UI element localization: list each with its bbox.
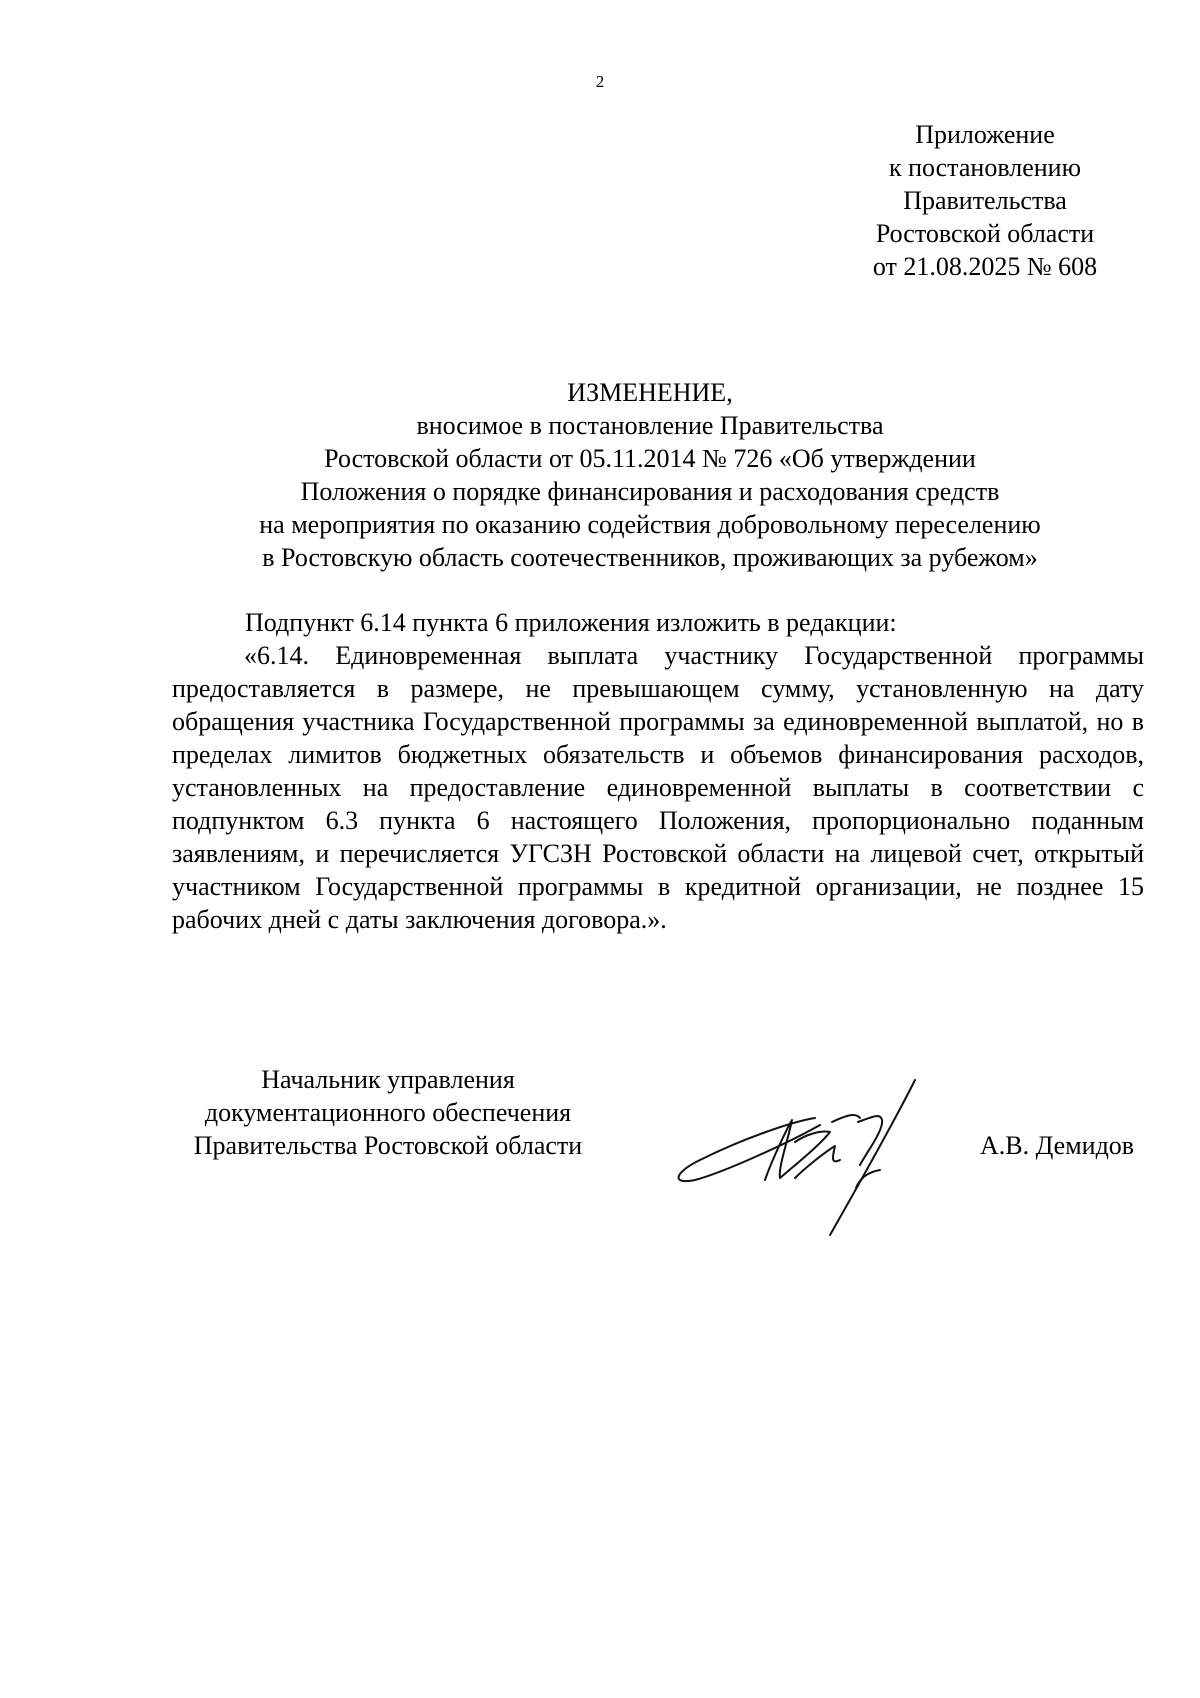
appendix-line: Правительства [903, 186, 1067, 215]
page-number: 2 [595, 72, 605, 91]
signer-position-line: Правительства Ростовской области [193, 1131, 583, 1160]
appendix-stamp [820, 118, 1150, 283]
handwritten-signature [670, 1060, 970, 1240]
title-line: на мероприятия по оказанию содействия добровольному переселению [259, 510, 1041, 539]
appendix-line: Приложение [915, 120, 1055, 149]
appendix-line: Ростовской области [875, 219, 1095, 248]
amendment-text: «6.14. Единовременная выплата участнику Государственной программы предоставляется в размере, не превышающем сумму, установленную на дату обращения участника Государственной программы за единовременной выплатой, но в пределах лимитов бюджетных обязательств и объемов финансирования расходов, установленных на предоставление единовременной выплаты в соответствии с подпунктом 6.3 пункта 6 настоящего Положения, пропорционально поданным заявлениям, и перечисляется УГСЗН Ростовской области на лицевой счет, открытый участником Государственной программы в кредитной организации, не позднее 15 рабочих дней с даты заключения договора.». [172, 641, 1144, 934]
title-line: вносимое в постановление Правительства [416, 411, 884, 440]
intro-paragraph: Подпункт 6.14 пункта 6 приложения изложить в редакции: [245, 608, 897, 637]
title-line: в Ростовскую область соотечественников, проживающих за рубежом» [262, 543, 1038, 572]
signer-name: А.В. Демидов [980, 1131, 1135, 1160]
title-heading: ИЗМЕНЕНИЕ, [567, 378, 733, 407]
signer-position-line: Начальник управления [261, 1065, 515, 1094]
signer-position-line: документационного обеспечения [204, 1098, 572, 1127]
signer-position [168, 1063, 608, 1162]
title-line: Положения о порядке финансирования и расходования средств [300, 477, 1000, 506]
title-line: Ростовской области от 05.11.2014 № 726 «Об утверждении [324, 444, 976, 473]
document-title [170, 376, 1130, 574]
appendix-line: к постановлению [888, 153, 1082, 182]
appendix-line: от 21.08.2025 № 608 [872, 252, 1098, 281]
